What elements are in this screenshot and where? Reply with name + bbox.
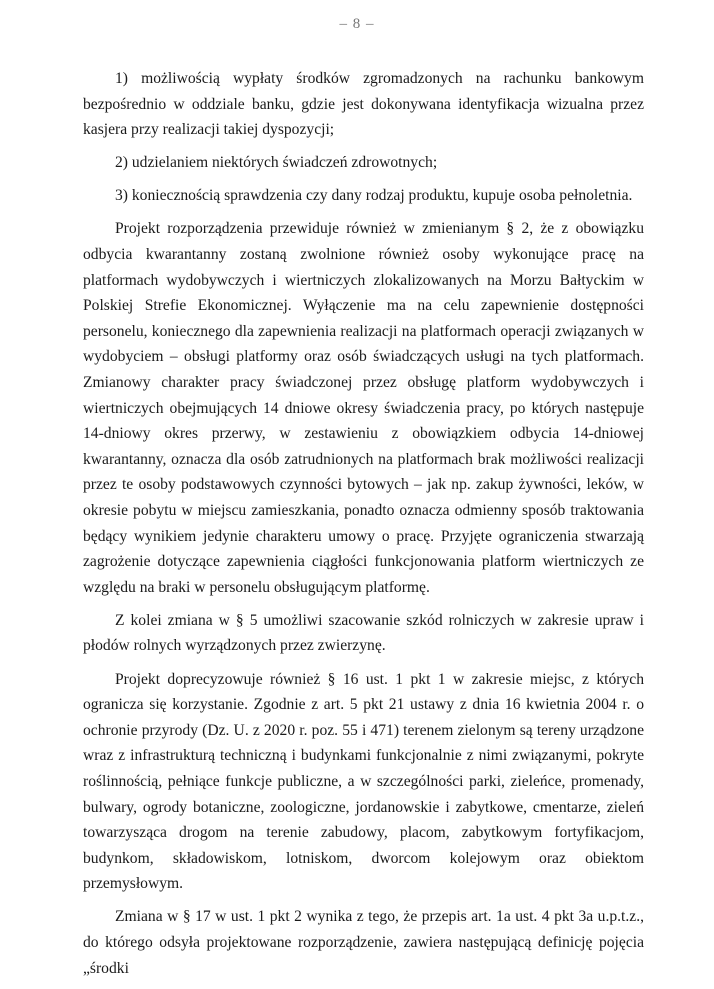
list-item-3: 3) koniecznością sprawdzenia czy dany rodzaj produktu, kupuje osoba pełnoletnia. [115,187,633,205]
list-item-1: 1) możliwością wypłaty środków zgromadzonych na rachunku bankowym bezpośrednio w oddziale banku, gdzie jest dokonywana identyfikacja wizualna przez kasjera przy realizacji takiej dyspozycji; [83,70,644,139]
paragraph-platform-exemption: Projekt rozporządzenia przewiduje również w zmienianym § 2, że z obowiązku odbycia kwarantanny zostaną zwolnione również osoby wykonujące pracę na platformach wydobywczych i wiertniczych zlokalizowanych na Morzu Bałtyckim w Polskiej Strefie Ekonomicznej. Wyłączenie ma na celu zapewnienie dostępności personelu, koniecznego dla zapewnienia realizacji na platformach operacji związanych w wydobyciem – obsługi platformy oraz osób świadczących usługi na tych platformach. Zmianowy charakter pracy świadczonej przez obsługę platform wydobywczych i wiertniczych obejmujących 14 dniowe okresy świadczenia pracy, po których następuje 14-dniowy okres przerwy, w zestawieniu z obowiązkiem odbycia 14-dniowej kwarantanny, oznacza dla osób zatrudnionych na platformach brak możliwości realizacji przez te osoby podstawowych czynności bytowych – jak np. zakup żywności, leków, w okresie pobytu w miejscu zamieszkania, ponadto oznacza odmienny sposób traktowania będący wynikiem jedynie charakteru umowy o pracę. Przyjęte ograniczenia stwarzają zagrożenie dotyczące zapewnienia ciągłości funkcjonowania platform wiertniczych ze względu na braki w personelu obsługującym platformę. [83,220,644,596]
paragraph-green-areas: Projekt doprecyzowuje również § 16 ust. 1 pkt 1 w zakresie miejsc, z których ogranicza się korzystanie. Zgodnie z art. 5 pkt 21 ustawy z dnia 16 kwietnia 2004 r. o ochronie przyrody (Dz. U. z 2020 r. poz. 55 i 471) terenem zielonym są tereny urządzone wraz z infrastrukturą techniczną i budynkami funkcjonalnie z nimi związanymi, pokryte roślinnością, pełniące funkcje publiczne, a w szczególności parki, zieleńce, promenady, bulwary, ogrody botaniczne, zoologiczne, jordanowskie i zabytkowe, cmentarze, zieleń towarzysząca drogom na terenie zabudowy, placom, zabytkowym fortyfikacjom, budynkom, składowiskom, lotniskom, dworcom kolejowym oraz obiektom przemysłowym. [83,670,644,893]
page-number: – 8 – [339,16,375,32]
list-item-2: 2) udzielaniem niektórych świadczeń zdrowotnych; [115,154,438,172]
paragraph-agricultural-damage: Z kolei zmiana w § 5 umożliwi szacowanie szkód rolniczych w zakresie upraw i płodów rolnych wyrządzonych przez zwierzynę. [83,611,644,655]
document-body [83,66,644,989]
paragraph-section-17-change: Zmiana w § 17 w ust. 1 pkt 2 wynika z tego, że przepis art. 1a ust. 4 pkt 3a u.p.t.z., do którego odsyła projektowane rozporządzenie, zawiera następującą definicję pojęcia „środki [83,908,644,977]
